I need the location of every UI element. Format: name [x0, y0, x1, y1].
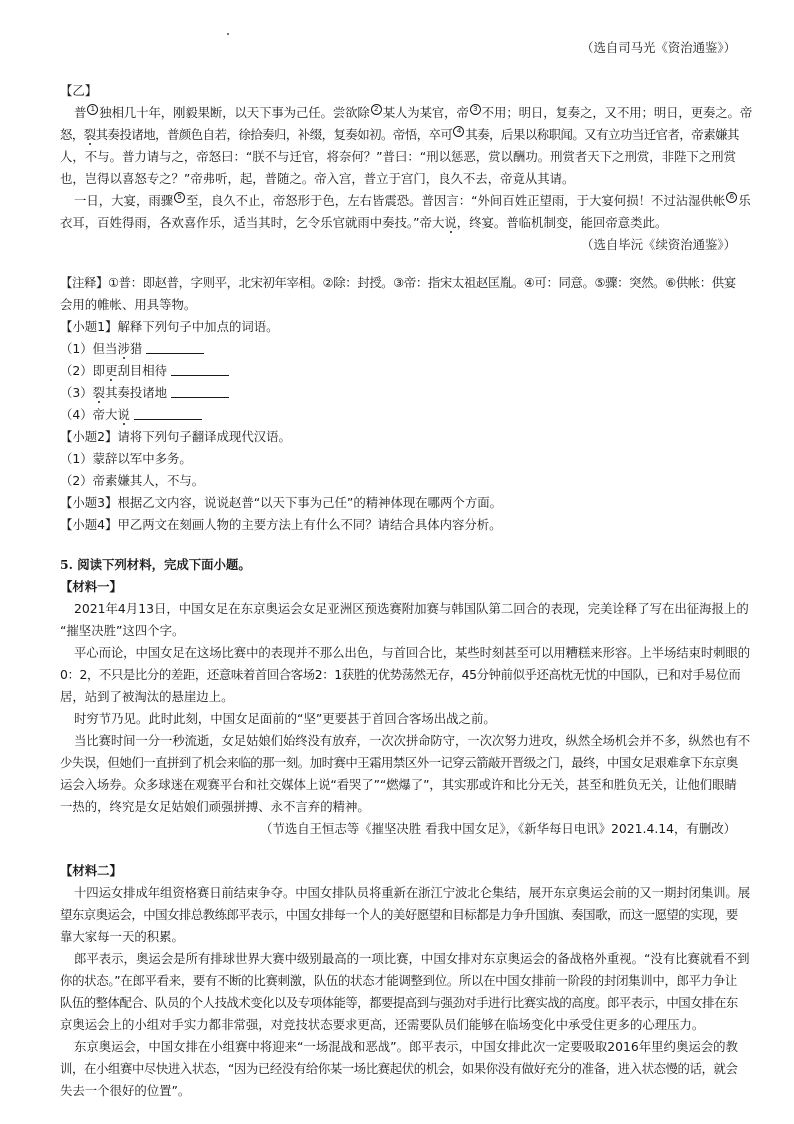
passage-yi-line: 衣耳，百姓得雨，各欢喜作乐，适当其时，乞令乐官就雨中奏技。”帝大说，终宴。普临机制变，能回帝意类此。 — [60, 215, 668, 230]
material-1-line: 运会入场券。众多球迷在观赛平台和社交媒体上说“看哭了”“燃爆了”，其实那或许和比分无关，甚至和胜负无关，让他们眼睛 — [60, 777, 737, 792]
material-1-label: 【材料一】 — [60, 579, 122, 594]
material-1-line: 0：2，不只是比分的差距，还意味着首回合客场2：1获胜的优势荡然无存，45分钟前似乎还高枕无忧的中国队，已和对手易位而 — [60, 667, 740, 682]
question-1-item: （4）帝大说 — [60, 404, 740, 426]
passage-yi-source: （选自毕沅《续资治通鉴》） — [581, 237, 736, 252]
material-1-source: （节选自王恒志等《摧坚决胜 看我中国女足》，《新华每日电讯》2021.4.14，有删改） — [260, 821, 736, 836]
footnote-marker: 4 — [453, 126, 464, 137]
material-2-line: 十四运女排成年组资格赛日前结束争夺。中国女排队员将重新在浙江宁波北仑集结，展开东京奥运会前的又一期封闭集训。展 — [74, 885, 750, 900]
material-1-line: 居，站到了被淘汰的悬崖边上。 — [60, 689, 234, 704]
answer-blank[interactable] — [146, 341, 204, 354]
material-1-line: 平心而论，中国女足在这场比赛中的表现并不那么出色，与首回合比，某些时刻甚至可以用糟糕来形容。上半场结束时刺眼的 — [74, 645, 750, 660]
material-1-line: 一热的，终究是女足姑娘们顽强拼搏、永不言弃的精神。 — [60, 799, 370, 814]
material-1-line: “摧坚决胜”这四个字。 — [60, 623, 185, 638]
passage-jia-source: （选自司马光《资治通鉴》） — [581, 40, 736, 55]
answer-blank[interactable] — [171, 385, 229, 398]
footnote-marker: 2 — [371, 104, 382, 115]
material-2-line: 靠大家每一天的积累。 — [60, 929, 184, 944]
question-3: 【小题3】根据乙文内容，说说赵普“以天下事为己任”的精神体现在哪两个方面。 — [60, 495, 503, 510]
question-2-item: （2）帝素嫌其人，不与。 — [60, 473, 205, 488]
answer-blank[interactable] — [134, 407, 202, 420]
question-1-item: （1）但当涉猎 — [60, 338, 740, 360]
material-2-line: 你的状态。”在郎平看来，要有不断的比赛刺激，队伍的状态才能调整到位。所以在中国女排前一阶段的封闭集训中，郎平力争让 — [60, 973, 737, 988]
question-4: 【小题4】甲乙两文在刻画人物的主要方法上有什么不同？请结合具体内容分析。 — [60, 517, 502, 532]
question-2-title: 【小题2】请将下列句子翻译成现代汉语。 — [60, 429, 291, 444]
question-1-title: 【小题1】解释下列句子中加点的词语。 — [60, 319, 279, 334]
passage-yi-line: 一日，大宴，雨骤 $^5$ 至，良久不止，帝怒形于色，左右皆震恐。普因言：“外间百姓正望雨，于大宴何损！不过沾湿供帐 $^6$ 乐 — [74, 193, 751, 208]
footnote-marker: 5 — [174, 192, 185, 203]
passage-yi-label: 【乙】 — [60, 83, 98, 98]
material-1-line: 少失误，但她们一直拼到了机会来临的那一刻。加时赛中王霜用禁区外一记穿云箭敲开晋级之门，最终，中国女足艰难拿下东京奥 — [60, 755, 738, 770]
material-2-line: 失去一个很好的位置”。 — [60, 1083, 191, 1098]
dotted-word: 说 — [444, 215, 457, 230]
question-2-item: （1）蒙辞以军中多务。 — [60, 451, 192, 466]
material-1-line: 时穷节乃见。此时此刻，中国女足面前的“坚”更要甚于首回合客场出战之前。 — [74, 711, 496, 726]
question-1-item: （2）即更刮目相待 — [60, 360, 740, 382]
material-2-line: 郎平表示，奥运会是所有排球世界大赛中级别最高的一项比赛，中国女排对东京奥运会的备战格外重视。“没有比赛就看不到 — [74, 951, 750, 966]
material-2-line: 望东京奥运会，中国女排总教练郎平表示，中国女排每一个人的美好愿望和目标都是力争升国旗、奏国歌，而这一愿望的实现，要 — [60, 907, 738, 922]
material-2-line: 队伍的整体配合、队员的个人技战术变化以及专项体能等，都要提高到与强劲对手进行比赛实战的高度。郎平表示，中国女排在东 — [60, 995, 738, 1010]
passage-yi-line: 普 $^1$ 独相几十年，刚毅果断，以天下事为己任。尝欲除 $^2$ 某人为某官，帝 $^3$ 不用；明日，复奏之，又不用；明日，更奏之。帝 — [74, 105, 753, 120]
notes-line: 会用的帷帐、用具等物。 — [60, 297, 197, 312]
material-2-label: 【材料二】 — [60, 863, 122, 878]
passage-yi-line: 人，不与。普力请与之，帝怒曰：“朕不与迁官，将奈何？”普曰：“刑以惩恶，赏以酬功。刑赏者天下之刑赏，非陛下之刑赏 — [60, 149, 736, 164]
footnote-marker: 1 — [87, 104, 98, 115]
section-5-heading: 5. 阅读下列材料，完成下面小题。 — [60, 557, 251, 572]
material-2-line: 东京奥运会，中国女排在小组赛中将迎来“一场混战和恶战”。郎平表示，中国女排此次一定要吸取2016年里约奥运会的教 — [74, 1039, 738, 1054]
material-1-line: 2021年4月13日，中国女足在东京奥运会女足亚洲区预选赛附加赛与韩国队第二回合的表现，完美诠释了写在出征海报上的 — [74, 601, 749, 616]
footnote-marker: 6 — [726, 192, 737, 203]
notes-line: 【注释】①普：即赵普，字则平，北宋初年宰相。②除：封授。③帝：指宋太祖赵匡胤。④可：同意。⑤骤：突然。⑥供帐：供宴 — [60, 275, 736, 290]
passage-yi-line: 也，岂得以喜怒专之？”帝弗听，起，普随之。帝入宫，普立于宫门，良久不去，帝竟从其请。 — [60, 171, 575, 186]
passage-yi-line: 怒，裂其奏投诸地，普颜色自若，徐拾奏归，补缀，复奏如初。帝悟，卒可 $^4$ 其奏，后果以称职闻。又有立功当迁官者，帝素嫌其 — [60, 127, 739, 142]
dotted-word: 裂 — [83, 127, 96, 142]
material-1-line: 当比赛时间一分一秒流逝，女足姑娘们始终没有放弃，一次次拼命防守，一次次努力进攻，纵然全场机会并不多，纵然也有不 — [74, 733, 750, 748]
material-2-line: 训，在小组赛中尽快进入状态，“因为已经没有给你某一场比赛起伏的机会，如果你没有做好充分的准备，进入状态慢的话，就会 — [60, 1061, 738, 1076]
question-1-item: （3）裂其奏投诸地 — [60, 382, 740, 404]
scan-speck — [227, 33, 229, 35]
footnote-marker: 3 — [470, 104, 481, 115]
answer-blank[interactable] — [171, 363, 229, 376]
material-2-line: 京奥运会上的小组对手实力都非常强，对竞技状态要求更高，还需要队员们能够在临场变化中承受住更多的心理压力。 — [60, 1017, 705, 1032]
